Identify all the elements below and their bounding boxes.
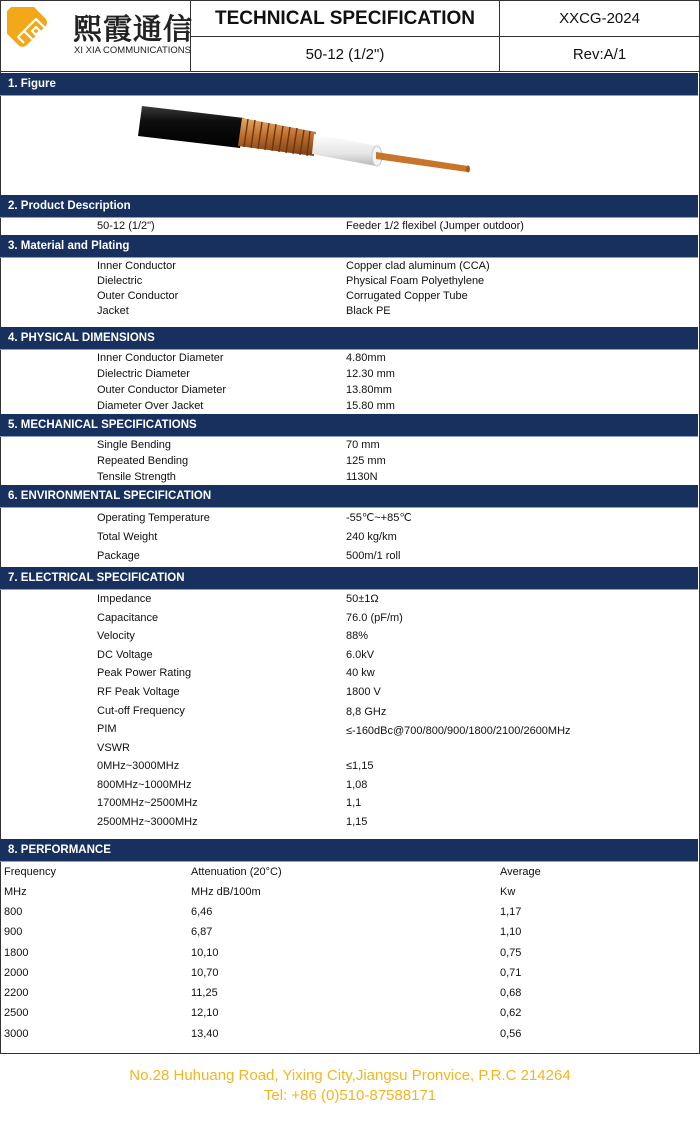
electrical-label: Cut-off Frequency [97,705,185,717]
performance-cell: 0,71 [500,967,522,979]
material-label: Outer Conductor [97,290,179,302]
performance-unit: MHz [4,886,27,898]
environmental-label: Operating Temperature [97,512,210,524]
material-label: Dielectric [97,275,143,287]
performance-cell: 1800 [4,947,29,959]
environmental-value: -55℃~+85℃ [346,512,412,524]
electrical-value: ≤1,15 [346,760,374,772]
company-footer [0,1066,700,1106]
electrical-label: Peak Power Rating [97,667,192,679]
performance-cell: 10,10 [191,947,219,959]
performance-header-frequency: Frequency [4,866,56,878]
electrical-label: PIM [97,723,117,735]
electrical-value: 76.0 (pF/m) [346,612,403,624]
performance-cell: 0,75 [500,947,522,959]
environmental-value: 500m/1 roll [346,550,401,562]
electrical-label: 0MHz~3000MHz [97,760,180,772]
environmental-value: 240 kg/km [346,531,397,543]
performance-cell: 1,17 [500,906,522,918]
section-environmental-header: 6. ENVIRONMENTAL SPECIFICATION [0,485,698,508]
physical-value: 4.80mm [346,352,386,364]
electrical-value: 50±1Ω [346,593,379,605]
electrical-value: 88% [346,630,369,642]
document-code: XXCG-2024 [500,1,699,37]
performance-cell: 6,87 [191,926,213,938]
performance-cell: 2200 [4,987,29,999]
performance-cell: 6,46 [191,906,213,918]
material-value: Black PE [346,305,391,317]
product-description-value: Feeder 1/2 flexibel (Jumper outdoor) [346,220,524,232]
company-phone: Tel: +86 (0)510-87588171 [263,1087,437,1104]
performance-header-average: Average [500,866,541,878]
section-performance-header: 8. PERFORMANCE [0,839,698,862]
performance-cell: 12,10 [191,1007,219,1019]
electrical-label: 800MHz~1000MHz [97,779,192,791]
performance-header-attenuation: Attenuation (20°C) [191,866,282,878]
physical-label: Inner Conductor Diameter [97,352,224,364]
document-header [0,0,700,72]
section-product-description-header: 2. Product Description [0,195,698,218]
section-electrical-header: 7. ELECTRICAL SPECIFICATION [0,567,698,590]
mechanical-label: Tensile Strength [97,471,176,483]
material-label: Inner Conductor [97,260,176,272]
electrical-label: 1700MHz~2500MHz [97,797,198,809]
electrical-label: VSWR [97,742,130,754]
performance-cell: 1,10 [500,926,522,938]
electrical-label: Impedance [97,593,152,605]
electrical-value: ≤-160dBc@700/800/900/1800/2100/2600MHz [346,725,571,737]
performance-cell: 3000 [4,1028,29,1040]
physical-value: 15.80 mm [346,400,395,412]
electrical-label: Velocity [97,630,135,642]
electrical-label: Capacitance [97,612,159,624]
company-logo-icon [7,7,65,65]
company-name-en: XI XIA COMMUNICATIONS [74,45,192,56]
section-mechanical-header: 5. MECHANICAL SPECIFICATIONS [0,414,698,437]
environmental-label: Total Weight [97,531,158,543]
mechanical-label: Repeated Bending [97,455,189,467]
electrical-value: 1,15 [346,816,368,828]
physical-label: Dielectric Diameter [97,368,190,380]
performance-cell: 0,68 [500,987,522,999]
section-physical-header: 4. PHYSICAL DIMENSIONS [0,327,698,350]
material-value: Copper clad aluminum (CCA) [346,260,490,272]
mechanical-value: 70 mm [346,439,380,451]
performance-cell: 2500 [4,1007,29,1019]
performance-cell: 2000 [4,967,29,979]
environmental-label: Package [97,550,140,562]
physical-label: Outer Conductor Diameter [97,384,226,396]
mechanical-label: Single Bending [97,439,172,451]
company-logo [1,1,194,71]
electrical-label: RF Peak Voltage [97,686,180,698]
electrical-label: DC Voltage [97,649,153,661]
product-description-label: 50-12 (1/2") [97,220,155,232]
performance-cell: 13,40 [191,1028,219,1040]
performance-cell: 0,56 [500,1028,522,1040]
revision: Rev:A/1 [572,45,627,63]
company-name-cn: 熙霞通信 [73,12,194,46]
electrical-value: 8,8 GHz [346,706,387,718]
physical-label: Diameter Over Jacket [97,400,204,412]
performance-cell: 0,62 [500,1007,522,1019]
physical-value: 12.30 mm [346,368,395,380]
mechanical-value: 125 mm [346,455,386,467]
material-value: Corrugated Copper Tube [346,290,468,302]
performance-cell: 900 [4,926,23,938]
material-label: Jacket [97,305,129,317]
product-model: 50-12 (1/2") [305,45,385,63]
performance-cell: 10,70 [191,967,219,979]
electrical-label: 2500MHz~3000MHz [97,816,198,828]
electrical-value: 1,1 [346,797,362,809]
electrical-value: 40 kw [346,667,375,679]
performance-cell: 11,25 [191,987,218,999]
document-title: TECHNICAL SPECIFICATION [191,1,499,37]
corrugated-outer-conductor [238,118,316,156]
performance-unit: Kw [500,886,516,898]
cable-figure [138,104,483,184]
performance-cell: 800 [4,906,23,918]
performance-unit: MHz dB/100m [191,886,261,898]
mechanical-value: 1130N [346,471,378,483]
electrical-value: 1800 V [346,686,381,698]
company-address: No.28 Huhuang Road, Yixing City,Jiangsu Pronvice, P.R.C 214264 [129,1067,571,1084]
physical-value: 13.80mm [346,384,392,396]
material-value: Physical Foam Polyethylene [346,275,485,287]
electrical-value: 1,08 [346,779,368,791]
section-material-header: 3. Material and Plating [0,235,698,258]
section-figure-header: 1. Figure [0,73,698,96]
electrical-value: 6.0kV [346,649,375,661]
